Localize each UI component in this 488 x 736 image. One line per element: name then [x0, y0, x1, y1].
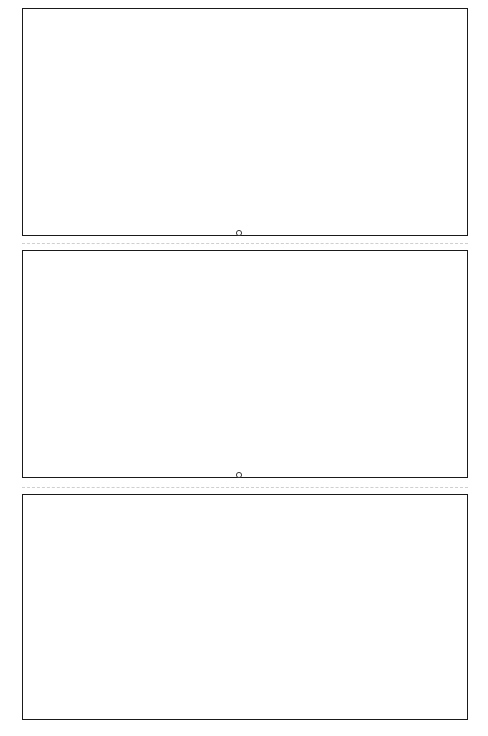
text-panel-middle	[22, 250, 468, 478]
text-column	[67, 256, 89, 472]
text-column	[331, 500, 353, 714]
text-column	[353, 500, 375, 714]
text-column	[111, 14, 133, 230]
text-column	[111, 256, 133, 472]
text-column	[133, 500, 155, 714]
text-column	[67, 500, 89, 714]
text-column	[265, 14, 287, 230]
text-column	[265, 256, 287, 472]
panel-separator	[22, 243, 468, 244]
text-column	[397, 14, 419, 230]
text-column	[45, 500, 67, 714]
text-column	[89, 14, 111, 230]
text-column	[89, 500, 111, 714]
text-column	[221, 14, 243, 230]
text-column	[375, 14, 397, 230]
text-column	[265, 500, 287, 714]
text-column	[375, 500, 397, 714]
text-panel-lower	[22, 494, 468, 720]
text-column	[199, 500, 221, 714]
text-column	[441, 256, 463, 472]
panel-separator	[22, 487, 468, 488]
fold-mark	[236, 230, 242, 236]
text-panel-upper	[22, 8, 468, 236]
text-column	[309, 500, 331, 714]
text-column	[45, 14, 67, 230]
text-column	[375, 256, 397, 472]
text-column	[221, 256, 243, 472]
text-column	[111, 500, 133, 714]
text-column	[155, 500, 177, 714]
text-column	[133, 14, 155, 230]
text-column	[199, 14, 221, 230]
text-column	[287, 500, 309, 714]
text-column	[243, 14, 265, 230]
text-column	[199, 256, 221, 472]
text-column	[287, 256, 309, 472]
text-column	[155, 256, 177, 472]
column-group-upper	[27, 14, 463, 230]
text-column	[177, 500, 199, 714]
text-column	[309, 14, 331, 230]
text-column	[243, 500, 265, 714]
text-column	[419, 256, 441, 472]
column-group-lower	[27, 500, 463, 714]
text-column	[331, 14, 353, 230]
text-column	[353, 256, 375, 472]
text-column	[89, 256, 111, 472]
text-column	[45, 256, 67, 472]
text-column	[419, 500, 441, 714]
column-group-middle	[27, 256, 463, 472]
text-column	[331, 256, 353, 472]
text-column	[441, 500, 463, 714]
fold-mark	[236, 472, 242, 478]
text-column	[243, 256, 265, 472]
text-column	[397, 256, 419, 472]
text-column	[67, 14, 89, 230]
text-column	[419, 14, 441, 230]
text-column	[133, 256, 155, 472]
text-column	[177, 256, 199, 472]
text-column	[309, 256, 331, 472]
text-column	[287, 14, 309, 230]
text-column	[353, 14, 375, 230]
text-column	[441, 14, 463, 230]
text-column	[397, 500, 419, 714]
text-column	[177, 14, 199, 230]
text-column	[155, 14, 177, 230]
text-column	[221, 500, 243, 714]
